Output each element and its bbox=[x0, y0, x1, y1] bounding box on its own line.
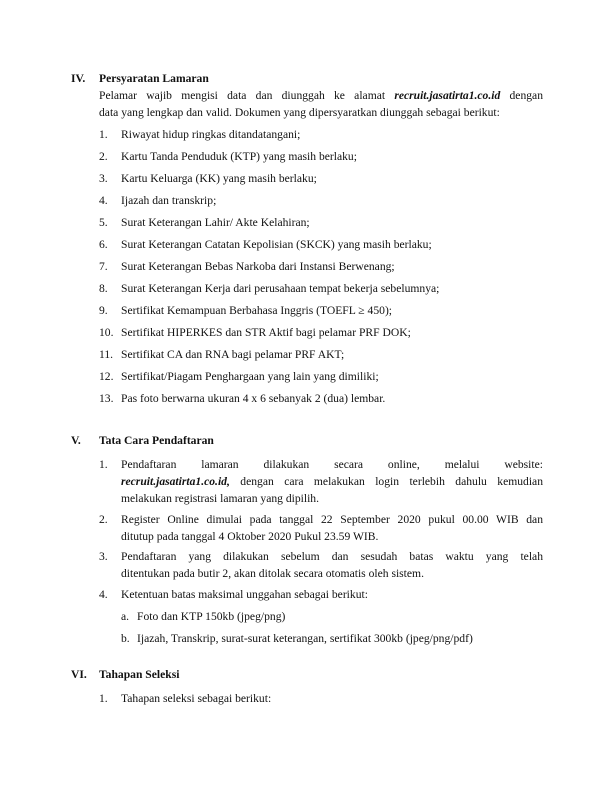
section-iv-intro-line2: data yang lengkap dan valid. Dokumen yang dipersyaratkan diunggah sebagai berikut: bbox=[99, 106, 500, 119]
recruit-link[interactable]: recruit.jasatirta1.co.id, bbox=[121, 475, 230, 488]
section-iv-intro-line1: Pelamar wajib mengisi data dan diunggah ke alamat recruit.jasatirta1.co.id dengan bbox=[99, 89, 543, 102]
section-title: Persyaratan Lamaran bbox=[99, 72, 209, 85]
section-number: IV. bbox=[71, 72, 86, 85]
section-number: VI. bbox=[71, 668, 87, 681]
section-title: Tahapan Seleksi bbox=[99, 668, 180, 681]
section-title: Tata Cara Pendaftaran bbox=[99, 434, 214, 447]
recruit-link[interactable]: recruit.jasatirta1.co.id bbox=[394, 89, 501, 102]
section-number: V. bbox=[71, 434, 81, 447]
